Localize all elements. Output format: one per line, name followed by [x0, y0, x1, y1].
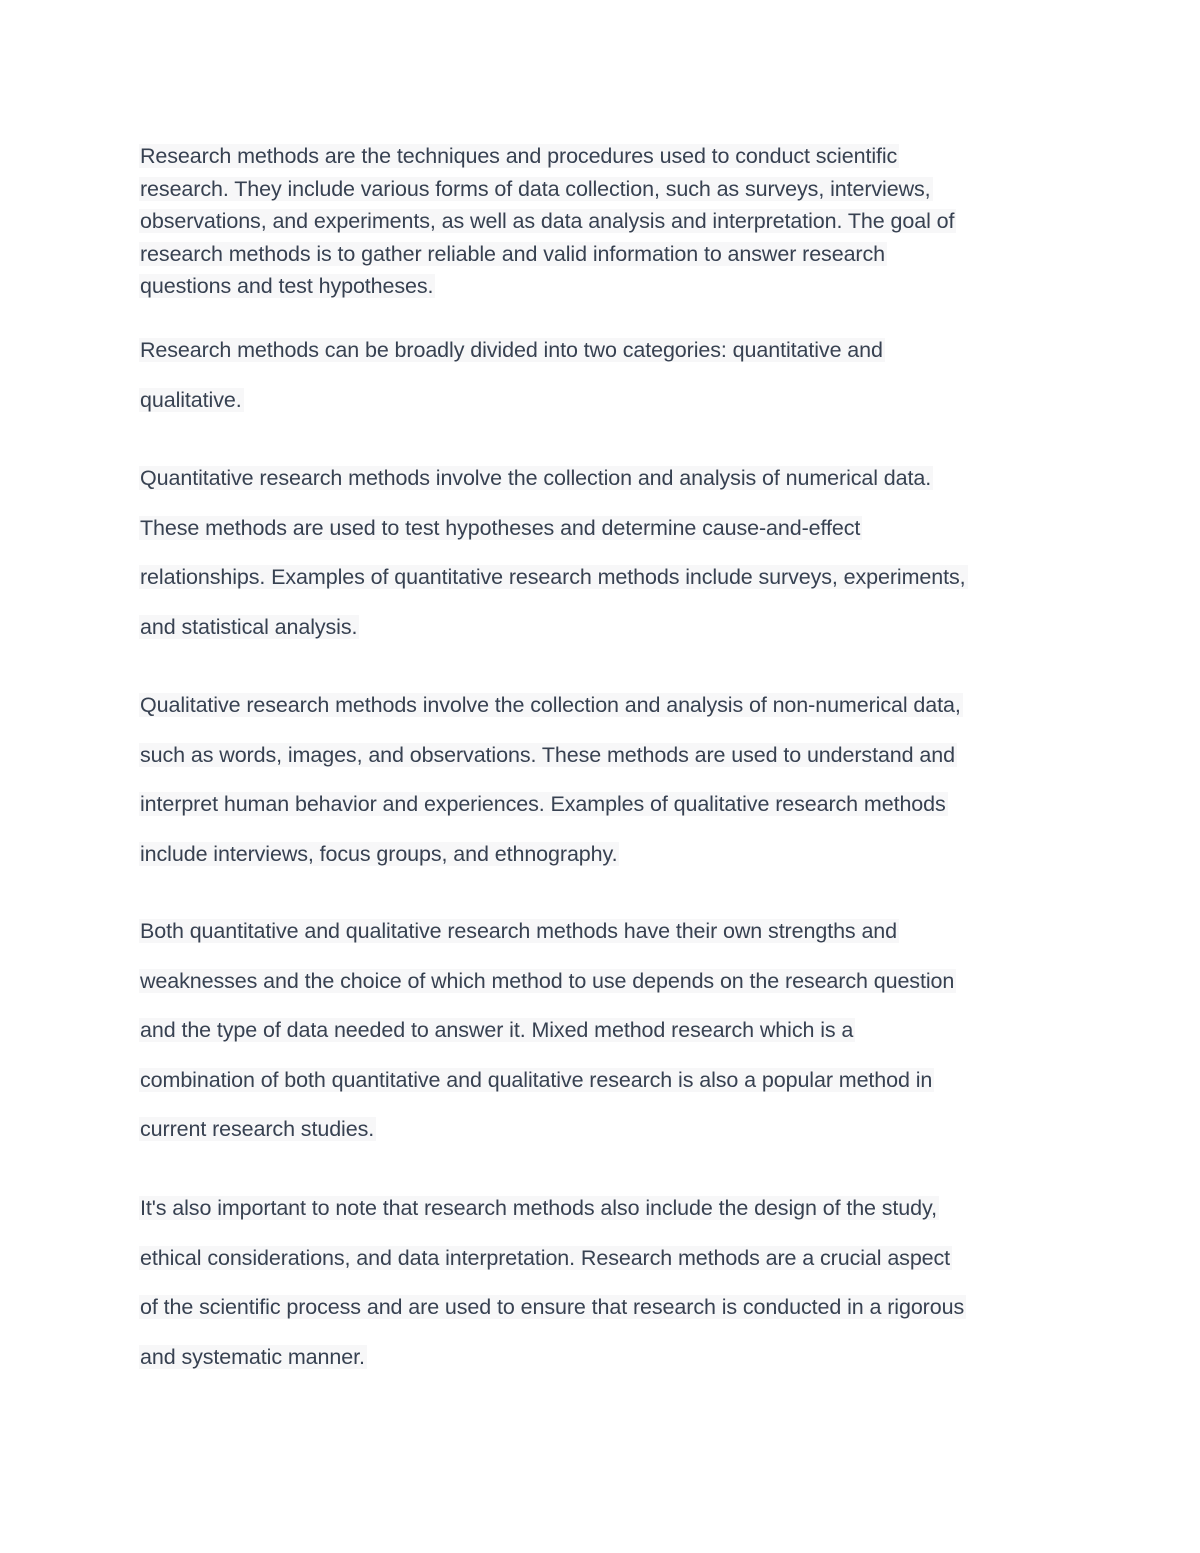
text-line: It's also important to note that research methods also include the design of the study, — [140, 1196, 937, 1220]
text-line: and statistical analysis. — [140, 614, 358, 639]
text-line: qualitative. — [140, 387, 242, 412]
paragraph-qualitative — [140, 681, 963, 879]
text-line: weaknesses and the choice of which method to use depends on the research question — [140, 968, 955, 993]
text-line: research methods is to gather reliable and valid information to answer research — [140, 241, 885, 266]
text-line: such as words, images, and observations. These methods are used to understand and — [140, 742, 955, 767]
text-line: of the scientific process and are used to ensure that research is conducted in a rigorous — [140, 1295, 965, 1319]
paragraph-categories — [140, 326, 885, 425]
paragraph-quantitative — [140, 454, 968, 652]
paragraph-conclusion — [140, 1184, 966, 1382]
text-line: combination of both quantitative and qualitative research is also a popular method in — [140, 1067, 933, 1092]
text-line: ethical considerations, and data interpretation. Research methods are a crucial aspect — [140, 1245, 951, 1270]
text-line: Both quantitative and qualitative research methods have their own strengths and — [140, 919, 898, 943]
text-line: Qualitative research methods involve the collection and analysis of non-numerical data, — [140, 693, 961, 717]
text-line: Research methods can be broadly divided into two categories: quantitative and — [140, 338, 883, 362]
paragraph-comparison — [140, 907, 956, 1155]
text-line: Quantitative research methods involve the collection and analysis of numerical data. — [140, 466, 932, 490]
paragraph-research-methods-definition — [140, 140, 956, 303]
text-line: and systematic manner. — [140, 1344, 365, 1369]
text-line: relationships. Examples of quantitative research methods include surveys, experiments, — [140, 565, 966, 589]
text-line: interpret human behavior and experiences. Examples of qualitative research methods — [140, 792, 946, 816]
text-line: include interviews, focus groups, and ethnography. — [140, 841, 618, 866]
text-line: Research methods are the techniques and procedures used to conduct scientific — [140, 144, 898, 168]
text-line: questions and test hypotheses. — [140, 274, 434, 299]
text-line: observations, and experiments, as well as data analysis and interpretation. The goal of — [140, 209, 955, 234]
text-line: current research studies. — [140, 1117, 375, 1141]
text-line: These methods are used to test hypotheses and determine cause-and-effect — [140, 515, 861, 540]
text-line: research. They include various forms of data collection, such as surveys, interviews, — [140, 176, 931, 201]
text-line: and the type of data needed to answer it. Mixed method research which is a — [140, 1018, 854, 1042]
